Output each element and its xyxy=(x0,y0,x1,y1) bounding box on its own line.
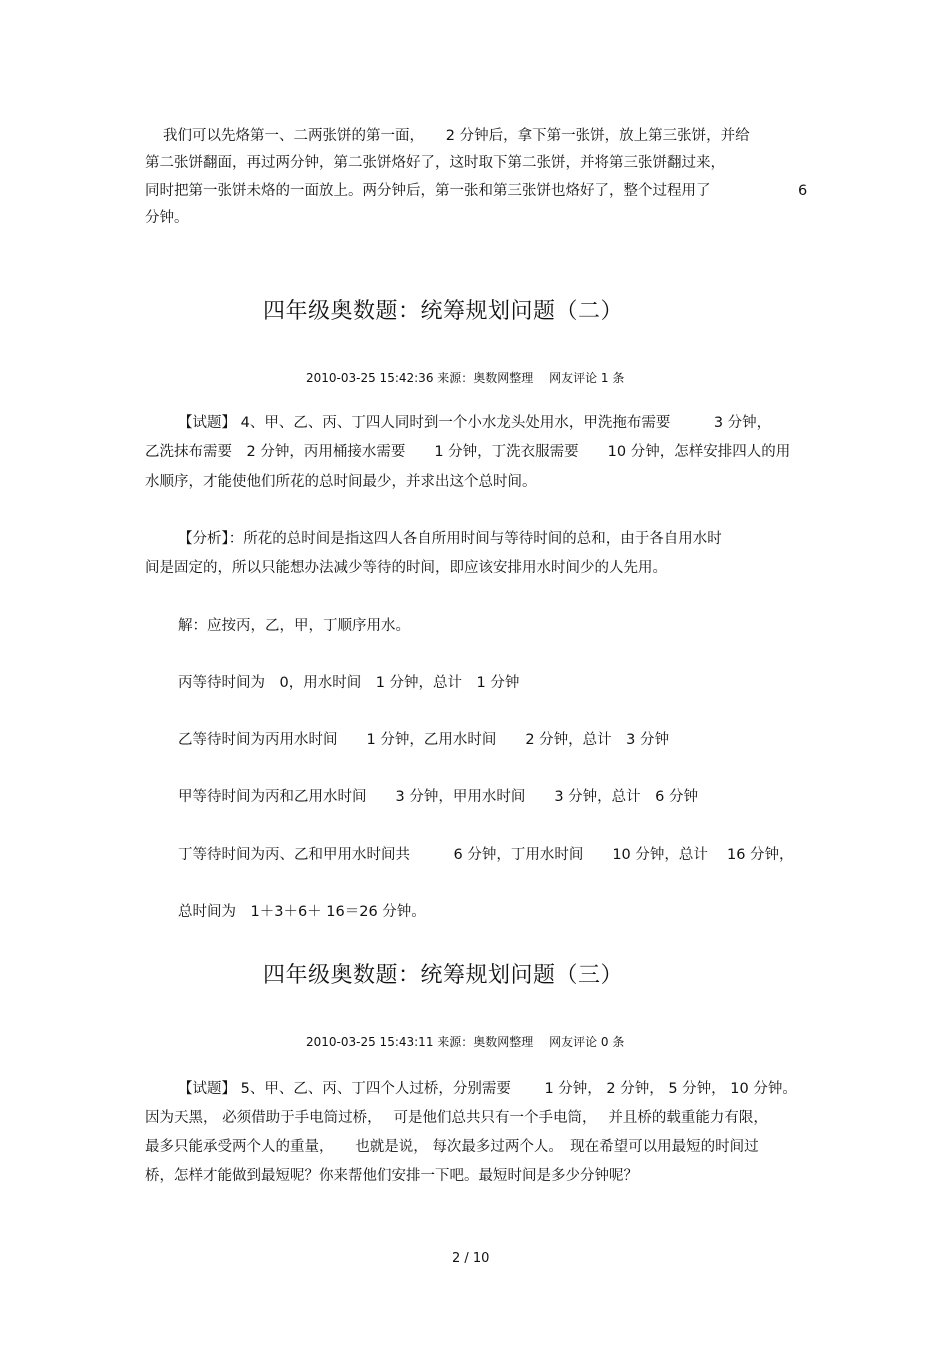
article-2-analysis-line-1: 【分析】：所花的总时间是指这四人各自所用时间与等待时间的总和，由于各自用水时 xyxy=(178,531,722,547)
article-2-meta: 2010-03-25 15:42:36 来源：奥数网整理 网友评论 1 条 xyxy=(306,371,625,385)
intro-line-2: 第二张饼翻面，再过两分钟，第二张饼烙好了，这时取下第二张饼，并将第三张饼翻过来， xyxy=(145,155,725,171)
solution-line: 丙等待时间为 0，用水时间 1 分钟，总计 1 分钟 xyxy=(178,675,520,691)
solution-line: 乙等待时间为丙用水时间 1 分钟，乙用水时间 2 分钟，总计 3 分钟 xyxy=(178,732,670,748)
article-2-question-line-2: 乙洗抹布需要 2 分钟，丙用桶接水需要 1 分钟，丁洗衣服需要 10 分钟，怎样安排四人的用 xyxy=(145,444,791,460)
article-3-question-line-1: 【试题】 5、甲、乙、丙、丁四个人过桥，分别需要 1 分钟， 2 分钟， 5 分钟， 10 分钟。 xyxy=(178,1081,797,1097)
solution-line: 丁等待时间为丙、乙和甲用水时间共 6 分钟，丁用水时间 10 分钟，总计 16 分钟， xyxy=(178,847,794,863)
article-2-analysis-line-2: 间是固定的，所以只能想办法减少等待的时间，即应该安排用水时间少的人先用。 xyxy=(145,560,667,576)
intro-line-1: 我们可以先烙第一、二两张饼的第一面， 2 分钟后，拿下第一张饼，放上第三张饼，并给 xyxy=(163,128,750,144)
solution-line: 甲等待时间为丙和乙用水时间 3 分钟，甲用水时间 3 分钟，总计 6 分钟 xyxy=(178,789,699,805)
intro-line-3: 同时把第一张饼未烙的一面放上。两分钟后，第一张和第三张饼也烙好了，整个过程用了 xyxy=(145,183,711,199)
article-3-question-line-4: 桥，怎样才能做到最短呢？你来帮他们安排一下吧。最短时间是多少分钟呢？ xyxy=(145,1168,638,1184)
article-3-title: 四年级奥数题：统筹规划问题（三） xyxy=(263,963,624,988)
solution-total-line: 总时间为 1＋3＋6＋ 16＝26 分钟。 xyxy=(178,904,426,920)
article-3-meta: 2010-03-25 15:43:11 来源：奥数网整理 网友评论 0 条 xyxy=(306,1035,625,1049)
article-3-question-line-3: 最多只能承受两个人的重量， 也就是说， 每次最多过两个人。 现在希望可以用最短的时间过 xyxy=(145,1139,759,1155)
solution-line: 解：应按丙，乙，甲，丁顺序用水。 xyxy=(178,618,410,634)
article-2-title: 四年级奥数题：统筹规划问题（二） xyxy=(263,299,624,324)
intro-line-4: 分钟。 xyxy=(145,210,189,226)
article-3-question-line-2: 因为天黑， 必须借助于手电筒过桥， 可是他们总共只有一个手电筒， 并且桥的载重能力有限， xyxy=(145,1110,768,1126)
intro-line-3-number: 6 xyxy=(798,183,808,199)
article-2-question-line-1: 【试题】 4、甲、乙、丙、丁四人同时到一个小水龙头处用水，甲洗拖布需要 3 分钟， xyxy=(178,415,772,431)
page-number: 2 / 10 xyxy=(452,1251,490,1266)
article-2-question-line-3: 水顺序，才能使他们所花的总时间最少，并求出这个总时间。 xyxy=(145,474,537,490)
